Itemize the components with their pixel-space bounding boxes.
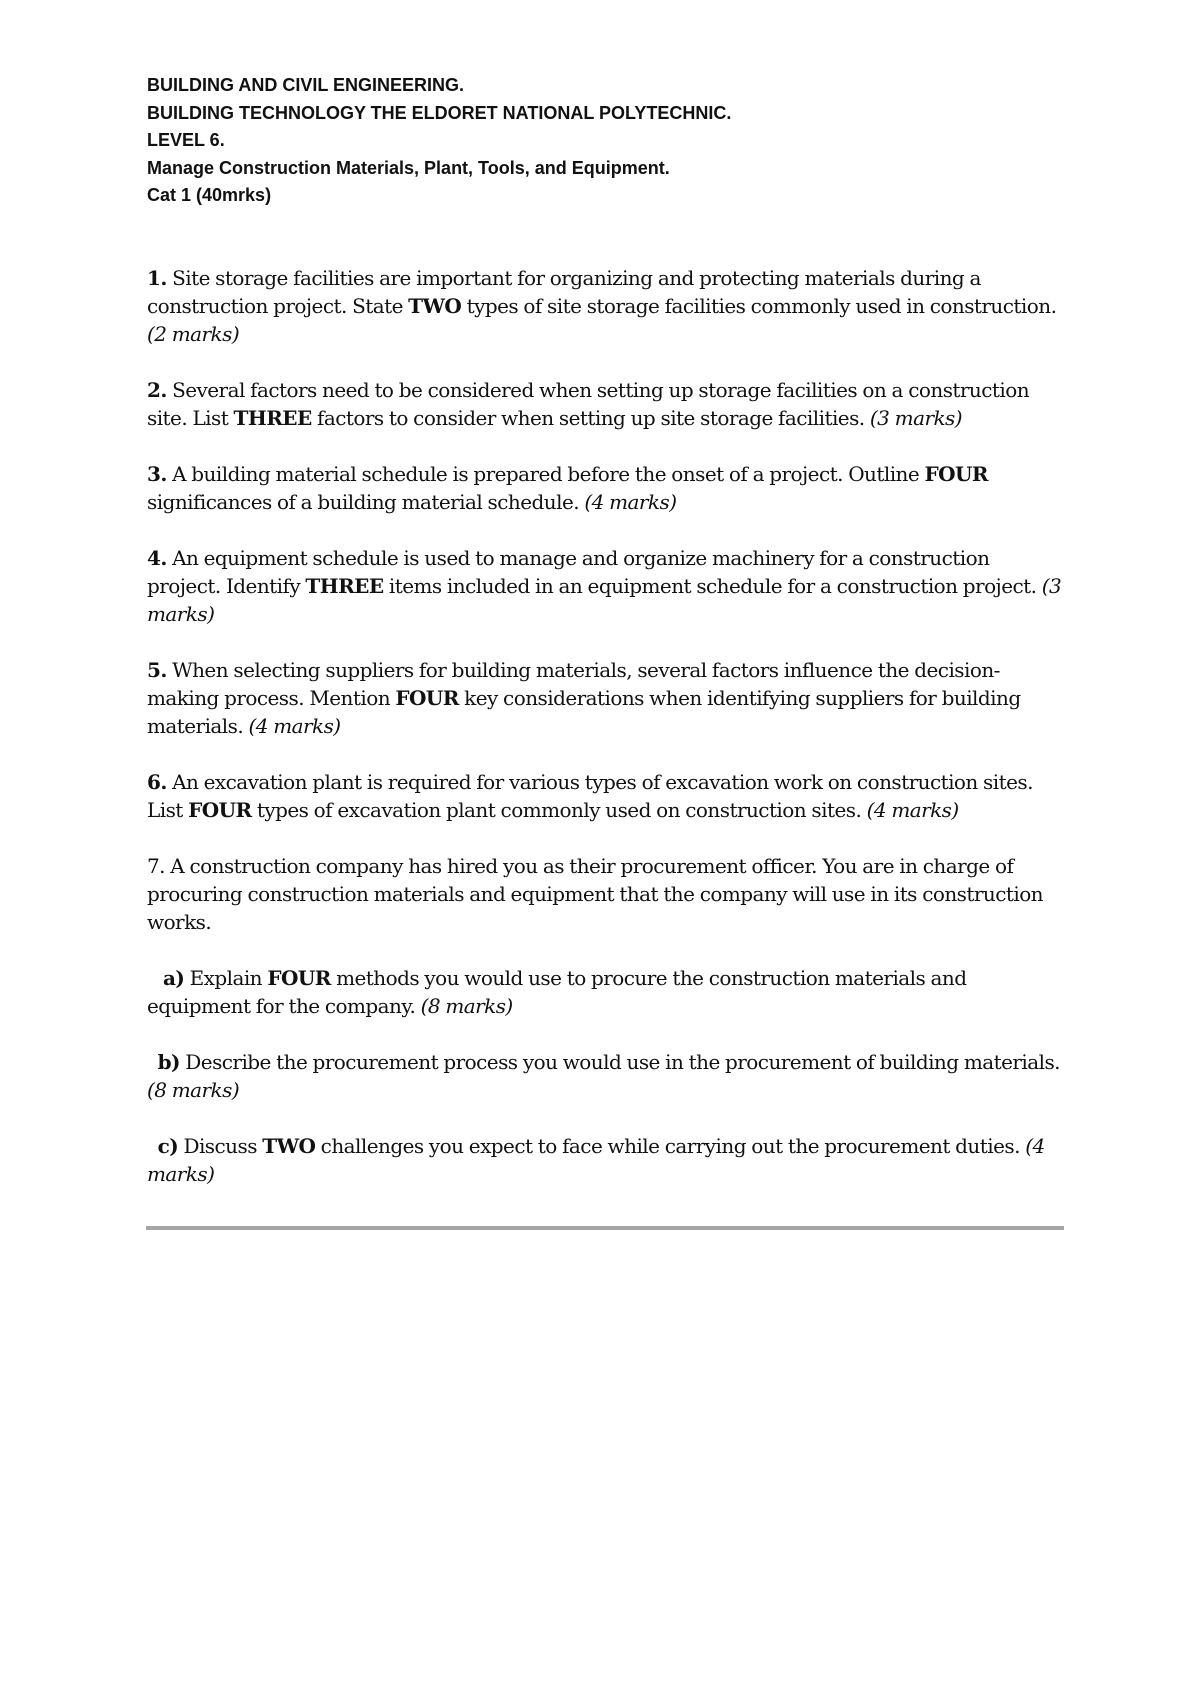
- subquestion-text: Discuss: [178, 1134, 263, 1158]
- subquestion-label: b): [157, 1050, 180, 1074]
- question-keyword: FOUR: [188, 798, 252, 822]
- question-keyword: THREE: [305, 574, 384, 598]
- subquestion-text: Describe the procurement process you would use in the procurement of building materials.: [179, 1050, 1060, 1074]
- subquestion-label: c): [157, 1134, 179, 1158]
- subquestion-label: a): [162, 966, 185, 990]
- question-marks: (4 marks): [866, 798, 959, 822]
- document-header: [147, 72, 1047, 210]
- question-2: [147, 376, 1067, 432]
- question-text: An equipment schedule is used to manage and organize machinery for a construction project. Identify: [147, 546, 990, 598]
- question-text: types of excavation plant commonly used on construction sites.: [251, 798, 867, 822]
- header-institution: BUILDING TECHNOLOGY THE ELDORET NATIONAL POLYTECHNIC.: [147, 102, 732, 123]
- question-number: 4.: [147, 546, 167, 570]
- subquestion-keyword: FOUR: [267, 966, 331, 990]
- subquestion-marks: (8 marks): [420, 994, 513, 1018]
- question-text: types of site storage facilities commonly used in construction.: [461, 294, 1057, 318]
- question-number: 3.: [147, 462, 167, 486]
- question-text: key considerations when identifying suppliers for building materials.: [147, 686, 1021, 738]
- question-4: [147, 544, 1067, 628]
- question-3: [147, 460, 1067, 516]
- question-text: An excavation plant is required for various types of excavation work on construction sites. List: [147, 770, 1033, 822]
- subquestion-marks: (4 marks): [147, 1134, 1045, 1186]
- question-marks: (2 marks): [147, 322, 240, 346]
- subquestion-keyword: TWO: [262, 1134, 316, 1158]
- question-keyword: FOUR: [395, 686, 459, 710]
- header-department: BUILDING AND CIVIL ENGINEERING.: [147, 75, 465, 95]
- question-number: 5.: [147, 658, 167, 682]
- question-number: 1.: [147, 266, 167, 290]
- question-keyword: THREE: [233, 406, 312, 430]
- question-marks: (4 marks): [584, 490, 677, 514]
- question-7c: [147, 1132, 1067, 1188]
- question-text: When selecting suppliers for building materials, several factors influence the decision-making process. Mention: [147, 658, 1000, 710]
- subquestion-text: methods you would use to procure the construction materials and equipment for the company.: [147, 966, 967, 1018]
- question-number: 2.: [147, 378, 167, 402]
- subquestion-text: Explain: [184, 966, 268, 990]
- question-marks: (3 marks): [869, 406, 962, 430]
- horizontal-rule: [146, 1226, 1064, 1230]
- question-text: A construction company has hired you as their procurement officer. You are in charge of procuring construction materials and equipment that the company will use in its construction works.: [147, 854, 1044, 934]
- question-text: Site storage facilities are important for organizing and protecting materials during a construction project. State: [147, 266, 981, 318]
- header-level: LEVEL 6.: [147, 130, 225, 150]
- question-number: 7.: [147, 854, 165, 878]
- subquestion-text: challenges you expect to face while carrying out the procurement duties.: [315, 1134, 1026, 1158]
- question-text: Several factors need to be considered when setting up storage facilities on a construction site. List: [147, 378, 1030, 430]
- question-text: items included in an equipment schedule for a construction project.: [383, 574, 1042, 598]
- question-7b: [147, 1048, 1067, 1104]
- question-marks: (4 marks): [248, 714, 341, 738]
- question-7: [147, 852, 1067, 936]
- question-text: significances of a building material schedule.: [147, 490, 585, 514]
- question-list: [147, 264, 1067, 1216]
- header-cat-marks: Cat 1 (40mrks): [147, 185, 272, 205]
- question-6: [147, 768, 1067, 824]
- question-marks: (3 marks): [147, 574, 1062, 626]
- question-text: factors to consider when setting up site storage facilities.: [311, 406, 870, 430]
- header-unit-title: Manage Construction Materials, Plant, Tools, and Equipment.: [147, 157, 670, 178]
- question-number: 6.: [147, 770, 167, 794]
- question-text: A building material schedule is prepared before the onset of a project. Outline: [166, 462, 925, 486]
- subquestion-marks: (8 marks): [147, 1078, 240, 1102]
- question-7a: [147, 964, 1067, 1020]
- question-1: [147, 264, 1067, 348]
- question-keyword: FOUR: [924, 462, 988, 486]
- question-5: [147, 656, 1067, 740]
- question-keyword: TWO: [408, 294, 462, 318]
